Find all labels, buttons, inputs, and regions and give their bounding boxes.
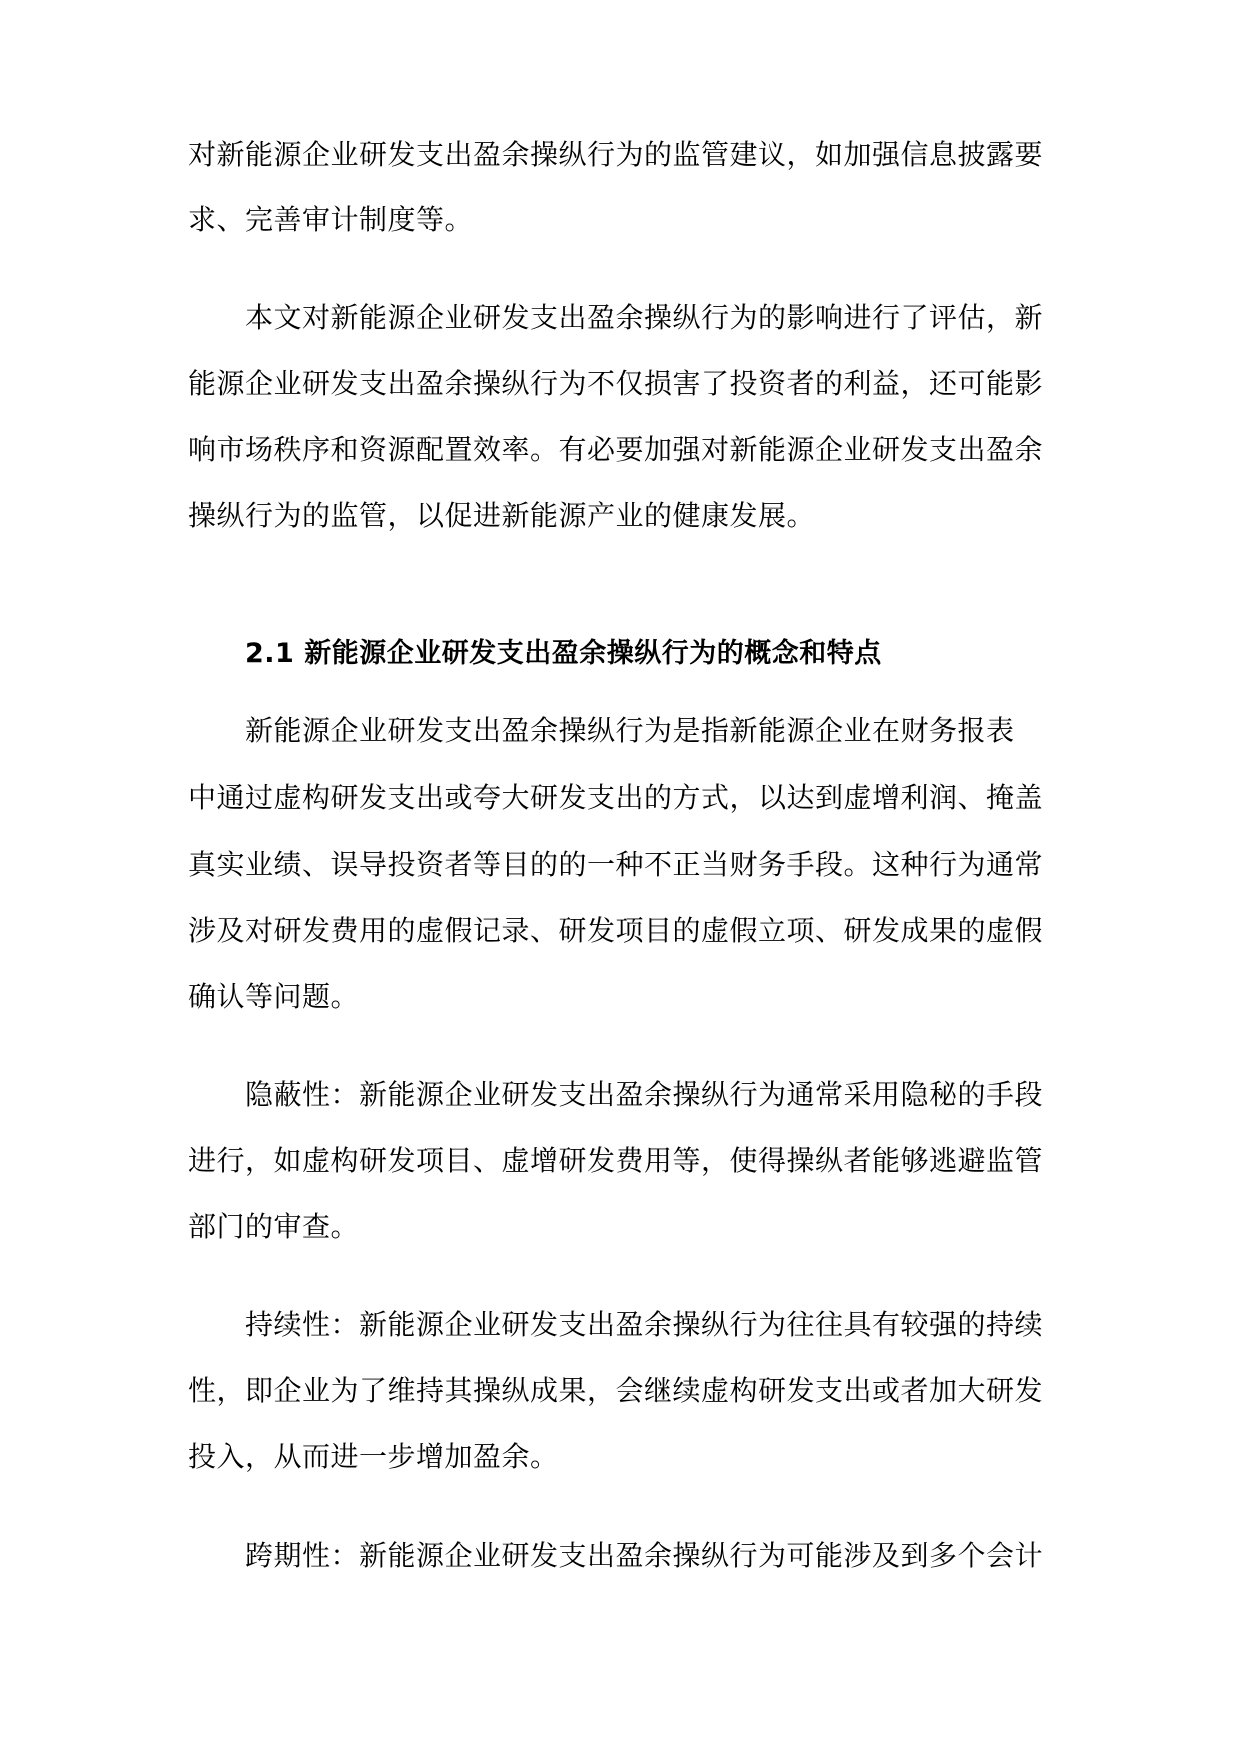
paragraph-line: 持续性：新能源企业研发支出盈余操纵行为往往具有较强的持续 bbox=[188, 1308, 1044, 1341]
paragraph-line: 本文对新能源企业研发支出盈余操纵行为的影响进行了评估，新 bbox=[188, 301, 1044, 334]
paragraph-line: 跨期性：新能源企业研发支出盈余操纵行为可能涉及到多个会计 bbox=[188, 1539, 1044, 1572]
paragraph-line: 部门的审查。 bbox=[188, 1210, 360, 1243]
paragraph-line: 新能源企业研发支出盈余操纵行为是指新能源企业在财务报表 bbox=[188, 714, 1015, 747]
paragraph-line: 对新能源企业研发支出盈余操纵行为的监管建议，如加强信息披露要 bbox=[188, 138, 1044, 171]
paragraph-line: 涉及对研发费用的虚假记录、研发项目的虚假立项、研发成果的虚假 bbox=[188, 914, 1044, 947]
paragraph-line: 进行，如虚构研发项目、虚增研发费用等，使得操纵者能够逃避监管 bbox=[188, 1144, 1044, 1177]
paragraph-line: 确认等问题。 bbox=[188, 980, 360, 1013]
paragraph-line: 能源企业研发支出盈余操纵行为不仅损害了投资者的利益，还可能影 bbox=[188, 367, 1044, 400]
paragraph-line: 操纵行为的监管，以促进新能源产业的健康发展。 bbox=[188, 499, 816, 532]
paragraph-line: 中通过虚构研发支出或夸大研发支出的方式，以达到虚增利润、掩盖 bbox=[188, 781, 1044, 814]
section-heading: 2.1 新能源企业研发支出盈余操纵行为的概念和特点 bbox=[245, 638, 882, 669]
paragraph-line: 隐蔽性：新能源企业研发支出盈余操纵行为通常采用隐秘的手段 bbox=[188, 1078, 1044, 1111]
paragraph-line: 真实业绩、误导投资者等目的的一种不正当财务手段。这种行为通常 bbox=[188, 848, 1044, 881]
paragraph-line: 求、完善审计制度等。 bbox=[188, 203, 474, 236]
paragraph-line: 响市场秩序和资源配置效率。有必要加强对新能源企业研发支出盈余 bbox=[188, 433, 1044, 466]
paragraph-line: 性，即企业为了维持其操纵成果，会继续虚构研发支出或者加大研发 bbox=[188, 1374, 1044, 1407]
paragraph-line: 投入，从而进一步增加盈余。 bbox=[188, 1440, 559, 1473]
